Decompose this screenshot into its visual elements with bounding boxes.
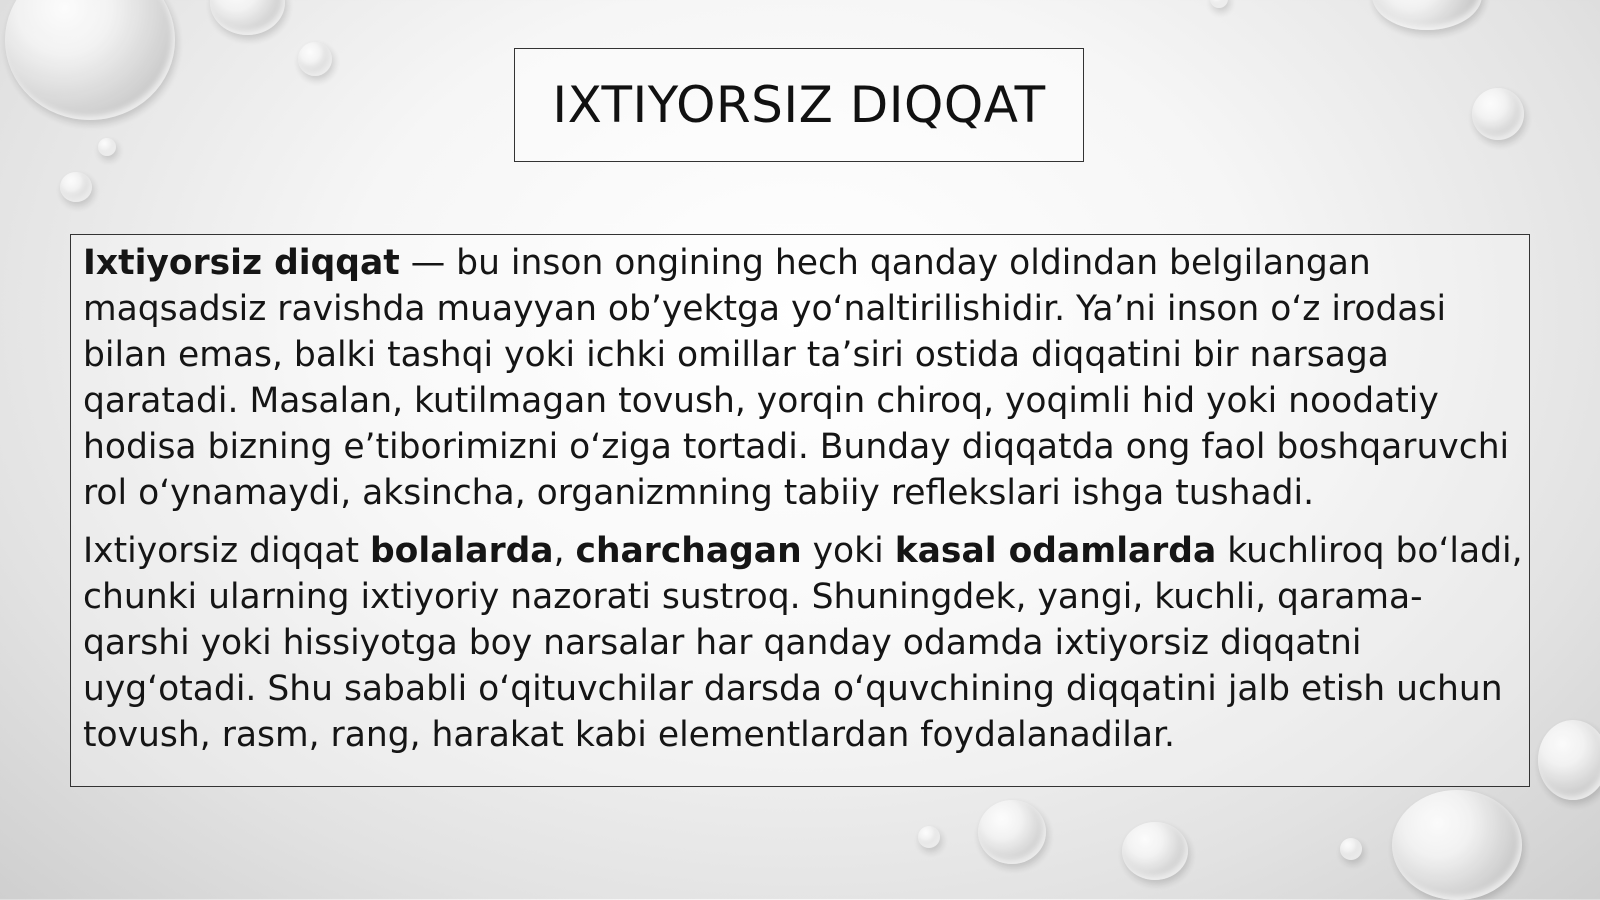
factors-text: kuchliroq bo‘ladi, chunki ularning ixtiyoriy nazorati sustroq. Shuningdek, yangi, kuchli, qarama-qarshi yoki hissiyotga boy narsalar har qanday odamda ixtiyorsiz diqqatni uyg‘otadi. Shu sababli o‘qituvchilar darsda o‘quvchining diqqatini jalb etish uchun tovush, rasm, rang, harakat kabi elementlardan foydalanadilar.: [83, 531, 1523, 755]
water-drop-decoration: [60, 172, 92, 202]
bold-sick-people: kasal odamlarda: [894, 531, 1217, 571]
water-drop-decoration: [1122, 822, 1188, 880]
water-drop-decoration: [5, 0, 175, 120]
water-drop-decoration: [918, 826, 940, 848]
water-drop-decoration: [210, 0, 285, 35]
water-drop-decoration: [1392, 790, 1522, 900]
water-drop-decoration: [98, 138, 116, 156]
bold-children: bolalarda: [369, 531, 554, 571]
water-drop-decoration: [1538, 720, 1600, 800]
water-drop-decoration: [1210, 0, 1228, 8]
definition-text: — bu inson ongining hech qanday oldindan belgilangan maqsadsiz ravishda muayyan ob’yektga yo‘naltirilishidir. Ya’ni inson o‘z irodasi bilan emas, balki tashqi yoki ichki omillar ta’siri ostida diqqatini bir narsaga qaratadi. Masalan, kutilmagan tovush, yorqin chiroq, yoqimli hid yoki noodatiy hodisa bizning e’tiborimizni o‘ziga tortadi. Bunday diqqatda ong faol boshqaruvchi rol o‘ynamaydi, aksincha, organizmning tabiiy reflekslari ishga tushadi.: [83, 243, 1510, 513]
paragraph-factors: [83, 528, 1523, 758]
content-body: [83, 240, 1523, 758]
bold-tired: charchagan: [575, 531, 802, 571]
water-drop-decoration: [1472, 88, 1524, 140]
paragraph-definition: [83, 240, 1523, 516]
separator-text: yoki: [801, 531, 895, 571]
water-drop-decoration: [1340, 838, 1362, 860]
title-box: [514, 48, 1084, 162]
water-drop-decoration: [1372, 0, 1482, 30]
water-drop-decoration: [978, 800, 1046, 864]
water-drop-decoration: [298, 42, 332, 76]
term-bold: Ixtiyorsiz diqqat: [83, 243, 400, 283]
slide-title: IXTIYORSIZ DIQQAT: [552, 76, 1046, 134]
lead-text: Ixtiyorsiz diqqat: [83, 531, 370, 571]
separator-text: ,: [553, 531, 576, 571]
